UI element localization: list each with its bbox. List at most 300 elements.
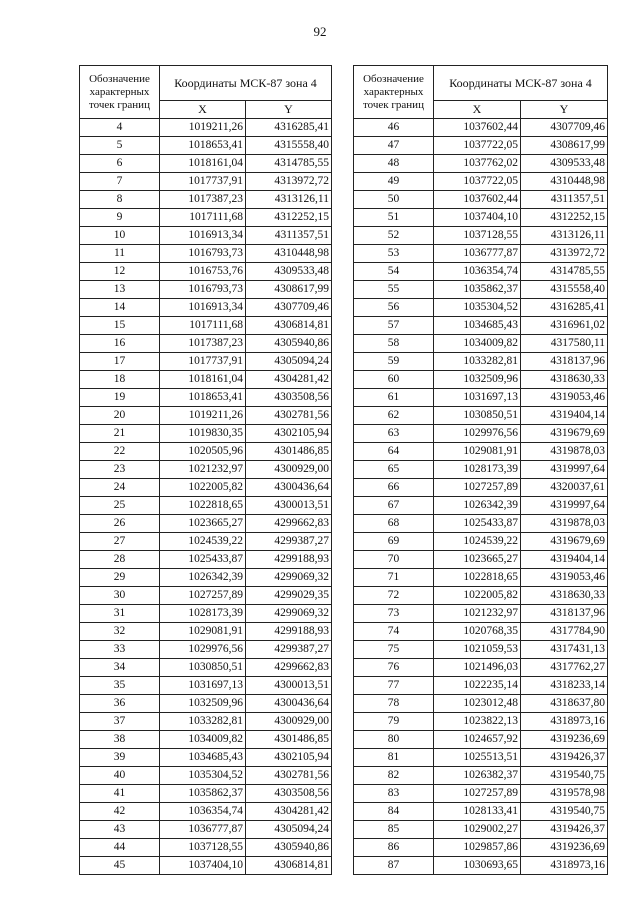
coord-x: 1019830,35 <box>160 425 246 443</box>
point-number: 81 <box>354 749 434 767</box>
point-number: 40 <box>80 767 160 785</box>
coord-x: 1018161,04 <box>160 155 246 173</box>
table-row <box>354 767 608 785</box>
table-row <box>80 479 332 497</box>
point-number: 7 <box>80 173 160 191</box>
coord-y: 4319997,64 <box>521 461 608 479</box>
page-number: 92 <box>313 24 327 39</box>
table-row <box>354 137 608 155</box>
point-number: 68 <box>354 515 434 533</box>
point-number: 11 <box>80 245 160 263</box>
coord-y: 4319540,75 <box>521 803 608 821</box>
point-number: 34 <box>80 659 160 677</box>
table-row <box>354 659 608 677</box>
coord-y: 4307709,46 <box>521 119 608 137</box>
point-number: 18 <box>80 371 160 389</box>
point-number: 26 <box>80 515 160 533</box>
point-number: 8 <box>80 191 160 209</box>
point-number: 51 <box>354 209 434 227</box>
coord-y: 4304281,42 <box>246 803 332 821</box>
coord-x: 1036777,87 <box>434 245 521 263</box>
coordinates-body-left <box>80 119 332 875</box>
point-number: 27 <box>80 533 160 551</box>
coord-y: 4300436,64 <box>246 695 332 713</box>
point-number: 14 <box>80 299 160 317</box>
table-row <box>354 515 608 533</box>
coord-x: 1035862,37 <box>434 281 521 299</box>
table-row <box>354 209 608 227</box>
point-number: 28 <box>80 551 160 569</box>
table-row <box>354 479 608 497</box>
point-number: 54 <box>354 263 434 281</box>
coord-x: 1019211,26 <box>160 119 246 137</box>
table-row <box>354 641 608 659</box>
table-row <box>354 803 608 821</box>
coord-x: 1027257,89 <box>434 785 521 803</box>
table-row <box>80 191 332 209</box>
header-y: Y <box>521 101 608 119</box>
point-number: 19 <box>80 389 160 407</box>
point-number: 38 <box>80 731 160 749</box>
point-number: 86 <box>354 839 434 857</box>
coordinates-table-right <box>353 65 608 875</box>
coord-x: 1029976,56 <box>160 641 246 659</box>
table-row <box>80 371 332 389</box>
table-row <box>80 623 332 641</box>
point-number: 10 <box>80 227 160 245</box>
point-number: 9 <box>80 209 160 227</box>
point-number: 61 <box>354 389 434 407</box>
table-row <box>354 407 608 425</box>
table-row <box>354 731 608 749</box>
table-row <box>80 173 332 191</box>
table-row <box>80 227 332 245</box>
table-row <box>354 839 608 857</box>
table-row <box>80 497 332 515</box>
point-number: 60 <box>354 371 434 389</box>
coord-x: 1023665,27 <box>160 515 246 533</box>
coord-y: 4313972,72 <box>521 245 608 263</box>
point-number: 42 <box>80 803 160 821</box>
coord-x: 1037722,05 <box>434 137 521 155</box>
table-row <box>80 713 332 731</box>
table-row <box>80 695 332 713</box>
coord-x: 1037128,55 <box>160 839 246 857</box>
table-row <box>80 587 332 605</box>
coord-x: 1037722,05 <box>434 173 521 191</box>
point-number: 55 <box>354 281 434 299</box>
coord-x: 1024657,92 <box>434 731 521 749</box>
coord-y: 4299662,83 <box>246 515 332 533</box>
coord-x: 1018161,04 <box>160 371 246 389</box>
coord-y: 4299069,32 <box>246 569 332 587</box>
coord-y: 4319426,37 <box>521 821 608 839</box>
coord-y: 4319997,64 <box>521 497 608 515</box>
coord-y: 4309533,48 <box>246 263 332 281</box>
coord-x: 1021232,97 <box>434 605 521 623</box>
table-row <box>354 785 608 803</box>
coord-y: 4320037,61 <box>521 479 608 497</box>
table-row <box>354 371 608 389</box>
table-row <box>80 155 332 173</box>
table-row <box>80 263 332 281</box>
point-number: 30 <box>80 587 160 605</box>
coord-y: 4316285,41 <box>521 299 608 317</box>
coord-x: 1029857,86 <box>434 839 521 857</box>
coord-x: 1029081,91 <box>434 443 521 461</box>
point-number: 82 <box>354 767 434 785</box>
coord-y: 4302781,56 <box>246 407 332 425</box>
header-y: Y <box>246 101 332 119</box>
point-number: 35 <box>80 677 160 695</box>
coord-y: 4304281,42 <box>246 371 332 389</box>
table-row <box>80 425 332 443</box>
table-row <box>80 803 332 821</box>
point-number: 69 <box>354 533 434 551</box>
coord-x: 1022005,82 <box>160 479 246 497</box>
coord-y: 4308617,99 <box>521 137 608 155</box>
coord-y: 4300929,00 <box>246 461 332 479</box>
table-row <box>80 839 332 857</box>
coord-y: 4312252,15 <box>521 209 608 227</box>
coord-x: 1024539,22 <box>434 533 521 551</box>
table-row <box>80 461 332 479</box>
coord-y: 4319578,98 <box>521 785 608 803</box>
coord-y: 4299387,27 <box>246 533 332 551</box>
point-number: 48 <box>354 155 434 173</box>
coord-y: 4311357,51 <box>246 227 332 245</box>
table-row <box>80 659 332 677</box>
point-number: 43 <box>80 821 160 839</box>
table-row <box>80 569 332 587</box>
coord-y: 4300013,51 <box>246 497 332 515</box>
table-row <box>354 443 608 461</box>
coord-x: 1034009,82 <box>160 731 246 749</box>
coord-y: 4318137,96 <box>521 605 608 623</box>
table-row <box>354 173 608 191</box>
coord-y: 4299387,27 <box>246 641 332 659</box>
coord-x: 1037404,10 <box>160 857 246 875</box>
coord-x: 1034685,43 <box>160 749 246 767</box>
coord-x: 1021059,53 <box>434 641 521 659</box>
coord-x: 1017387,23 <box>160 191 246 209</box>
table-row <box>80 767 332 785</box>
table-row <box>80 299 332 317</box>
coord-x: 1025433,87 <box>160 551 246 569</box>
table-row <box>354 281 608 299</box>
coord-y: 4303508,56 <box>246 785 332 803</box>
coord-y: 4308617,99 <box>246 281 332 299</box>
coord-x: 1033282,81 <box>160 713 246 731</box>
coord-y: 4302105,94 <box>246 425 332 443</box>
coord-y: 4317762,27 <box>521 659 608 677</box>
point-number: 56 <box>354 299 434 317</box>
coord-x: 1016793,73 <box>160 245 246 263</box>
coord-x: 1021232,97 <box>160 461 246 479</box>
coord-y: 4319404,14 <box>521 551 608 569</box>
table-row <box>80 605 332 623</box>
coord-y: 4318973,16 <box>521 857 608 875</box>
coord-x: 1029081,91 <box>160 623 246 641</box>
coord-y: 4310448,98 <box>521 173 608 191</box>
point-number: 50 <box>354 191 434 209</box>
table-row <box>80 677 332 695</box>
table-row <box>80 749 332 767</box>
point-number: 70 <box>354 551 434 569</box>
table-row <box>354 587 608 605</box>
point-number: 5 <box>80 137 160 155</box>
table-row <box>80 281 332 299</box>
point-number: 58 <box>354 335 434 353</box>
table-row <box>354 605 608 623</box>
coord-y: 4317580,11 <box>521 335 608 353</box>
coord-x: 1016913,34 <box>160 227 246 245</box>
coord-y: 4299029,35 <box>246 587 332 605</box>
point-number: 52 <box>354 227 434 245</box>
coord-x: 1022818,65 <box>160 497 246 515</box>
point-number: 33 <box>80 641 160 659</box>
table-row <box>354 857 608 875</box>
table-row <box>354 533 608 551</box>
coord-y: 4299069,32 <box>246 605 332 623</box>
header-point-label: Обозначение характерных точек границ <box>354 66 434 119</box>
point-number: 63 <box>354 425 434 443</box>
coord-y: 4312252,15 <box>246 209 332 227</box>
point-number: 15 <box>80 317 160 335</box>
point-number: 78 <box>354 695 434 713</box>
table-row <box>354 551 608 569</box>
coord-x: 1034009,82 <box>434 335 521 353</box>
coord-x: 1019211,26 <box>160 407 246 425</box>
coord-x: 1030850,51 <box>434 407 521 425</box>
coord-x: 1025433,87 <box>434 515 521 533</box>
table-row <box>354 263 608 281</box>
coord-x: 1017111,68 <box>160 317 246 335</box>
coord-x: 1037602,44 <box>434 119 521 137</box>
coord-y: 4307709,46 <box>246 299 332 317</box>
table-row <box>80 317 332 335</box>
point-number: 80 <box>354 731 434 749</box>
point-number: 83 <box>354 785 434 803</box>
table-row <box>80 407 332 425</box>
coord-y: 4319540,75 <box>521 767 608 785</box>
coord-x: 1031697,13 <box>160 677 246 695</box>
coord-x: 1021496,03 <box>434 659 521 677</box>
coord-y: 4300929,00 <box>246 713 332 731</box>
coord-y: 4306814,81 <box>246 317 332 335</box>
point-number: 47 <box>354 137 434 155</box>
coord-y: 4301486,85 <box>246 731 332 749</box>
coord-x: 1022818,65 <box>434 569 521 587</box>
coord-y: 4301486,85 <box>246 443 332 461</box>
point-number: 29 <box>80 569 160 587</box>
coord-x: 1035862,37 <box>160 785 246 803</box>
coord-y: 4318630,33 <box>521 371 608 389</box>
coord-y: 4319236,69 <box>521 731 608 749</box>
point-number: 79 <box>354 713 434 731</box>
coord-y: 4319404,14 <box>521 407 608 425</box>
coord-y: 4305940,86 <box>246 335 332 353</box>
point-number: 62 <box>354 407 434 425</box>
coord-x: 1017111,68 <box>160 209 246 227</box>
coord-y: 4311357,51 <box>521 191 608 209</box>
point-number: 45 <box>80 857 160 875</box>
point-number: 67 <box>354 497 434 515</box>
coord-y: 4315558,40 <box>521 281 608 299</box>
table-row <box>354 461 608 479</box>
table-row <box>80 443 332 461</box>
point-number: 24 <box>80 479 160 497</box>
coord-y: 4318233,14 <box>521 677 608 695</box>
coord-x: 1022005,82 <box>434 587 521 605</box>
table-row <box>80 821 332 839</box>
table-row <box>354 695 608 713</box>
coord-y: 4319679,69 <box>521 425 608 443</box>
table-row <box>354 119 608 137</box>
table-row <box>80 533 332 551</box>
coord-y: 4306814,81 <box>246 857 332 875</box>
coord-x: 1016913,34 <box>160 299 246 317</box>
table-row <box>354 245 608 263</box>
header-coordinates-label: Координаты МСК-87 зона 4 <box>160 66 332 101</box>
table-row <box>354 191 608 209</box>
point-number: 73 <box>354 605 434 623</box>
coord-y: 4318630,33 <box>521 587 608 605</box>
coord-x: 1035304,52 <box>160 767 246 785</box>
coord-x: 1036777,87 <box>160 821 246 839</box>
table-row <box>354 155 608 173</box>
table-row <box>354 749 608 767</box>
coord-x: 1028173,39 <box>160 605 246 623</box>
point-number: 4 <box>80 119 160 137</box>
table-row <box>80 641 332 659</box>
coord-y: 4299662,83 <box>246 659 332 677</box>
coord-x: 1028133,41 <box>434 803 521 821</box>
point-number: 53 <box>354 245 434 263</box>
coord-y: 4319679,69 <box>521 533 608 551</box>
coord-y: 4316285,41 <box>246 119 332 137</box>
coord-x: 1027257,89 <box>160 587 246 605</box>
point-number: 57 <box>354 317 434 335</box>
coord-x: 1023822,13 <box>434 713 521 731</box>
coord-x: 1037404,10 <box>434 209 521 227</box>
coord-y: 4310448,98 <box>246 245 332 263</box>
table-row <box>354 623 608 641</box>
coord-x: 1017737,91 <box>160 173 246 191</box>
coord-y: 4319426,37 <box>521 749 608 767</box>
coord-y: 4314785,55 <box>246 155 332 173</box>
point-number: 76 <box>354 659 434 677</box>
table-row <box>80 731 332 749</box>
point-number: 22 <box>80 443 160 461</box>
coord-y: 4305094,24 <box>246 821 332 839</box>
point-number: 41 <box>80 785 160 803</box>
coord-y: 4305094,24 <box>246 353 332 371</box>
coord-y: 4319236,69 <box>521 839 608 857</box>
point-number: 65 <box>354 461 434 479</box>
header-coordinates-label: Координаты МСК-87 зона 4 <box>434 66 608 101</box>
point-number: 16 <box>80 335 160 353</box>
coord-y: 4317431,13 <box>521 641 608 659</box>
coord-y: 4305940,86 <box>246 839 332 857</box>
point-number: 77 <box>354 677 434 695</box>
point-number: 44 <box>80 839 160 857</box>
table-row <box>80 209 332 227</box>
coord-x: 1029002,27 <box>434 821 521 839</box>
table-row <box>80 335 332 353</box>
point-number: 74 <box>354 623 434 641</box>
coord-y: 4299188,93 <box>246 551 332 569</box>
coord-y: 4309533,48 <box>521 155 608 173</box>
point-number: 6 <box>80 155 160 173</box>
point-number: 72 <box>354 587 434 605</box>
coord-x: 1030693,65 <box>434 857 521 875</box>
coord-y: 4313972,72 <box>246 173 332 191</box>
table-row <box>80 551 332 569</box>
point-number: 21 <box>80 425 160 443</box>
point-number: 32 <box>80 623 160 641</box>
coord-x: 1026382,37 <box>434 767 521 785</box>
coord-x: 1018653,41 <box>160 389 246 407</box>
coord-y: 4302781,56 <box>246 767 332 785</box>
coord-y: 4319053,46 <box>521 569 608 587</box>
coord-x: 1037128,55 <box>434 227 521 245</box>
table-row <box>354 389 608 407</box>
coord-x: 1032509,96 <box>434 371 521 389</box>
coord-y: 4313126,11 <box>246 191 332 209</box>
coord-x: 1028173,39 <box>434 461 521 479</box>
point-number: 87 <box>354 857 434 875</box>
table-row <box>354 335 608 353</box>
point-number: 31 <box>80 605 160 623</box>
table-row <box>80 857 332 875</box>
coord-x: 1018653,41 <box>160 137 246 155</box>
point-number: 84 <box>354 803 434 821</box>
table-row <box>80 353 332 371</box>
coord-y: 4303508,56 <box>246 389 332 407</box>
point-number: 46 <box>354 119 434 137</box>
table-row <box>354 227 608 245</box>
table-row <box>80 389 332 407</box>
coord-y: 4318637,80 <box>521 695 608 713</box>
table-row <box>354 713 608 731</box>
table-row <box>80 515 332 533</box>
point-number: 13 <box>80 281 160 299</box>
coord-x: 1029976,56 <box>434 425 521 443</box>
point-number: 36 <box>80 695 160 713</box>
coord-x: 1026342,39 <box>434 497 521 515</box>
coordinates-body-right <box>354 119 608 875</box>
coord-y: 4319878,03 <box>521 443 608 461</box>
table-row <box>80 245 332 263</box>
coord-y: 4317784,90 <box>521 623 608 641</box>
coord-y: 4299188,93 <box>246 623 332 641</box>
coord-x: 1023012,48 <box>434 695 521 713</box>
coord-y: 4300013,51 <box>246 677 332 695</box>
coord-x: 1027257,89 <box>434 479 521 497</box>
table-row <box>354 821 608 839</box>
point-number: 39 <box>80 749 160 767</box>
coord-x: 1036354,74 <box>160 803 246 821</box>
coord-x: 1024539,22 <box>160 533 246 551</box>
header-point-label: Обозначение характерных точек границ <box>80 66 160 119</box>
coord-x: 1036354,74 <box>434 263 521 281</box>
coord-y: 4313126,11 <box>521 227 608 245</box>
coord-y: 4315558,40 <box>246 137 332 155</box>
table-row <box>354 425 608 443</box>
header-x: X <box>434 101 521 119</box>
point-number: 12 <box>80 263 160 281</box>
